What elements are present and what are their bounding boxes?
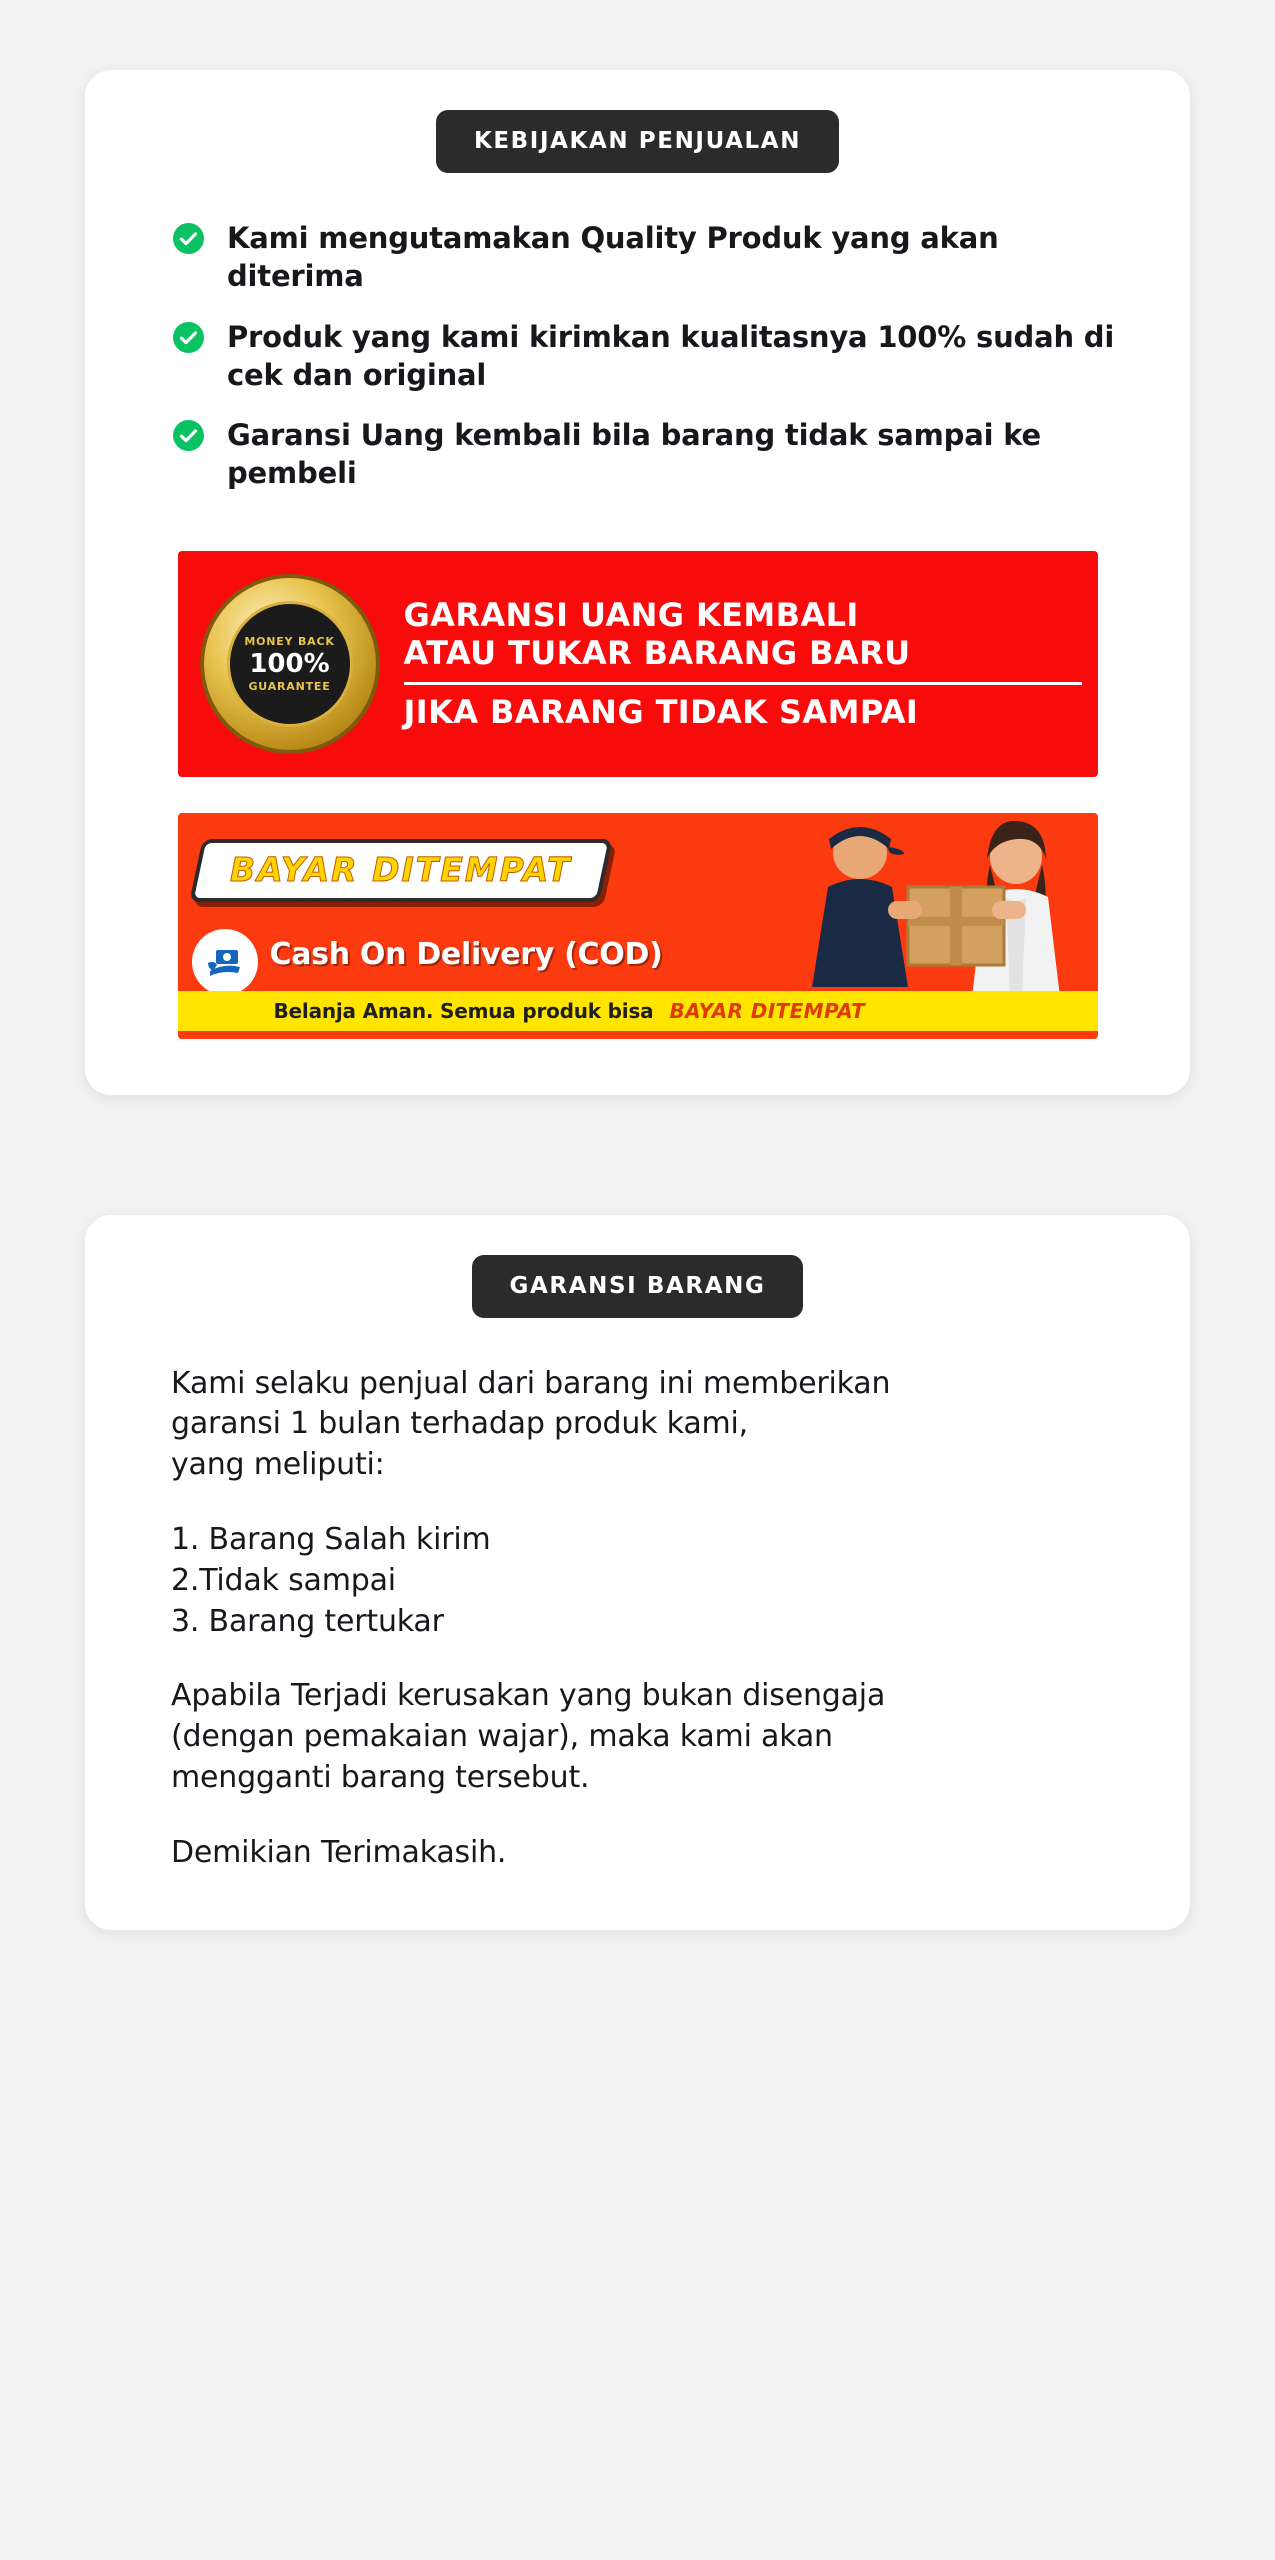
seal-top-text: MONEY BACK: [244, 634, 335, 648]
money-back-text-block: [376, 597, 1098, 729]
list-item: [173, 416, 1122, 493]
policy-list: [133, 219, 1142, 493]
money-back-guarantee-banner: [178, 551, 1098, 777]
warranty-note-line1: Apabila Terjadi kerusakan yang bukan disengaja: [171, 1678, 886, 1714]
list-item: 1. Barang Salah kirim: [171, 1521, 491, 1557]
money-back-line3: JIKA BARANG TIDAK SAMPAI: [403, 692, 919, 731]
seal-percent-text: 100%: [249, 648, 330, 679]
list-item: 3. Barang tertukar: [171, 1603, 444, 1639]
warranty-badge-wrap: [133, 1255, 1142, 1318]
cod-ribbon: [189, 839, 612, 902]
warranty-body: [133, 1364, 1142, 1874]
cod-banner: [178, 813, 1098, 1039]
policy-card: [85, 70, 1190, 1095]
list-item: [173, 219, 1122, 296]
divider: [404, 682, 1082, 685]
policy-badge: KEBIJAKAN PENJUALAN: [436, 110, 839, 173]
warranty-intro: [171, 1364, 1120, 1486]
policy-item-text: Produk yang kami kirimkan kualitasnya 100% sudah di cek dan original: [227, 319, 1115, 392]
money-back-line1: GARANSI UANG KEMBALI: [403, 596, 859, 635]
seal-bottom-text: GUARANTEE: [248, 679, 331, 693]
warranty-card: [85, 1215, 1190, 1930]
policy-item-text: Garansi Uang kembali bila barang tidak sampai ke pembeli: [227, 418, 1042, 491]
money-back-seal-icon: [204, 578, 376, 750]
warranty-note-line2: (dengan pemakaian wajar), maka kami akan: [171, 1719, 833, 1755]
seal-inner: [227, 601, 353, 727]
warranty-note-line3: mengganti barang tersebut.: [171, 1759, 590, 1795]
check-circle-icon: [173, 322, 204, 353]
cash-hand-icon: [192, 929, 258, 995]
policy-item-text: Kami mengutamakan Quality Produk yang akan diterima: [227, 221, 999, 294]
check-circle-icon: [173, 420, 204, 451]
policy-badge-wrap: [133, 110, 1142, 173]
warranty-intro-line2: garansi 1 bulan terhadap produk kami,: [171, 1406, 748, 1442]
cod-strip-highlight: BAYAR DITEMPAT: [669, 998, 866, 1023]
cod-strip: [178, 991, 1098, 1031]
cod-headline: Cash On Delivery (COD): [269, 936, 663, 972]
list-item: [173, 318, 1122, 395]
list-item: 2.Tidak sampai: [171, 1562, 396, 1598]
warranty-intro-line1: Kami selaku penjual dari barang ini memberikan: [171, 1365, 891, 1401]
check-circle-icon: [173, 223, 204, 254]
warranty-closing: Demikian Terimakasih.: [171, 1834, 507, 1870]
cod-ribbon-text: BAYAR DITEMPAT: [229, 849, 572, 889]
warranty-list: [171, 1520, 1120, 1642]
money-back-line2: ATAU TUKAR BARANG BARU: [403, 633, 911, 672]
warranty-note: [171, 1676, 1120, 1798]
cod-strip-text: Belanja Aman. Semua produk bisa: [273, 998, 654, 1023]
warranty-intro-line3: yang meliputi:: [171, 1447, 385, 1483]
delivery-people-illustration: [768, 813, 1098, 999]
warranty-badge: GARANSI BARANG: [472, 1255, 804, 1318]
